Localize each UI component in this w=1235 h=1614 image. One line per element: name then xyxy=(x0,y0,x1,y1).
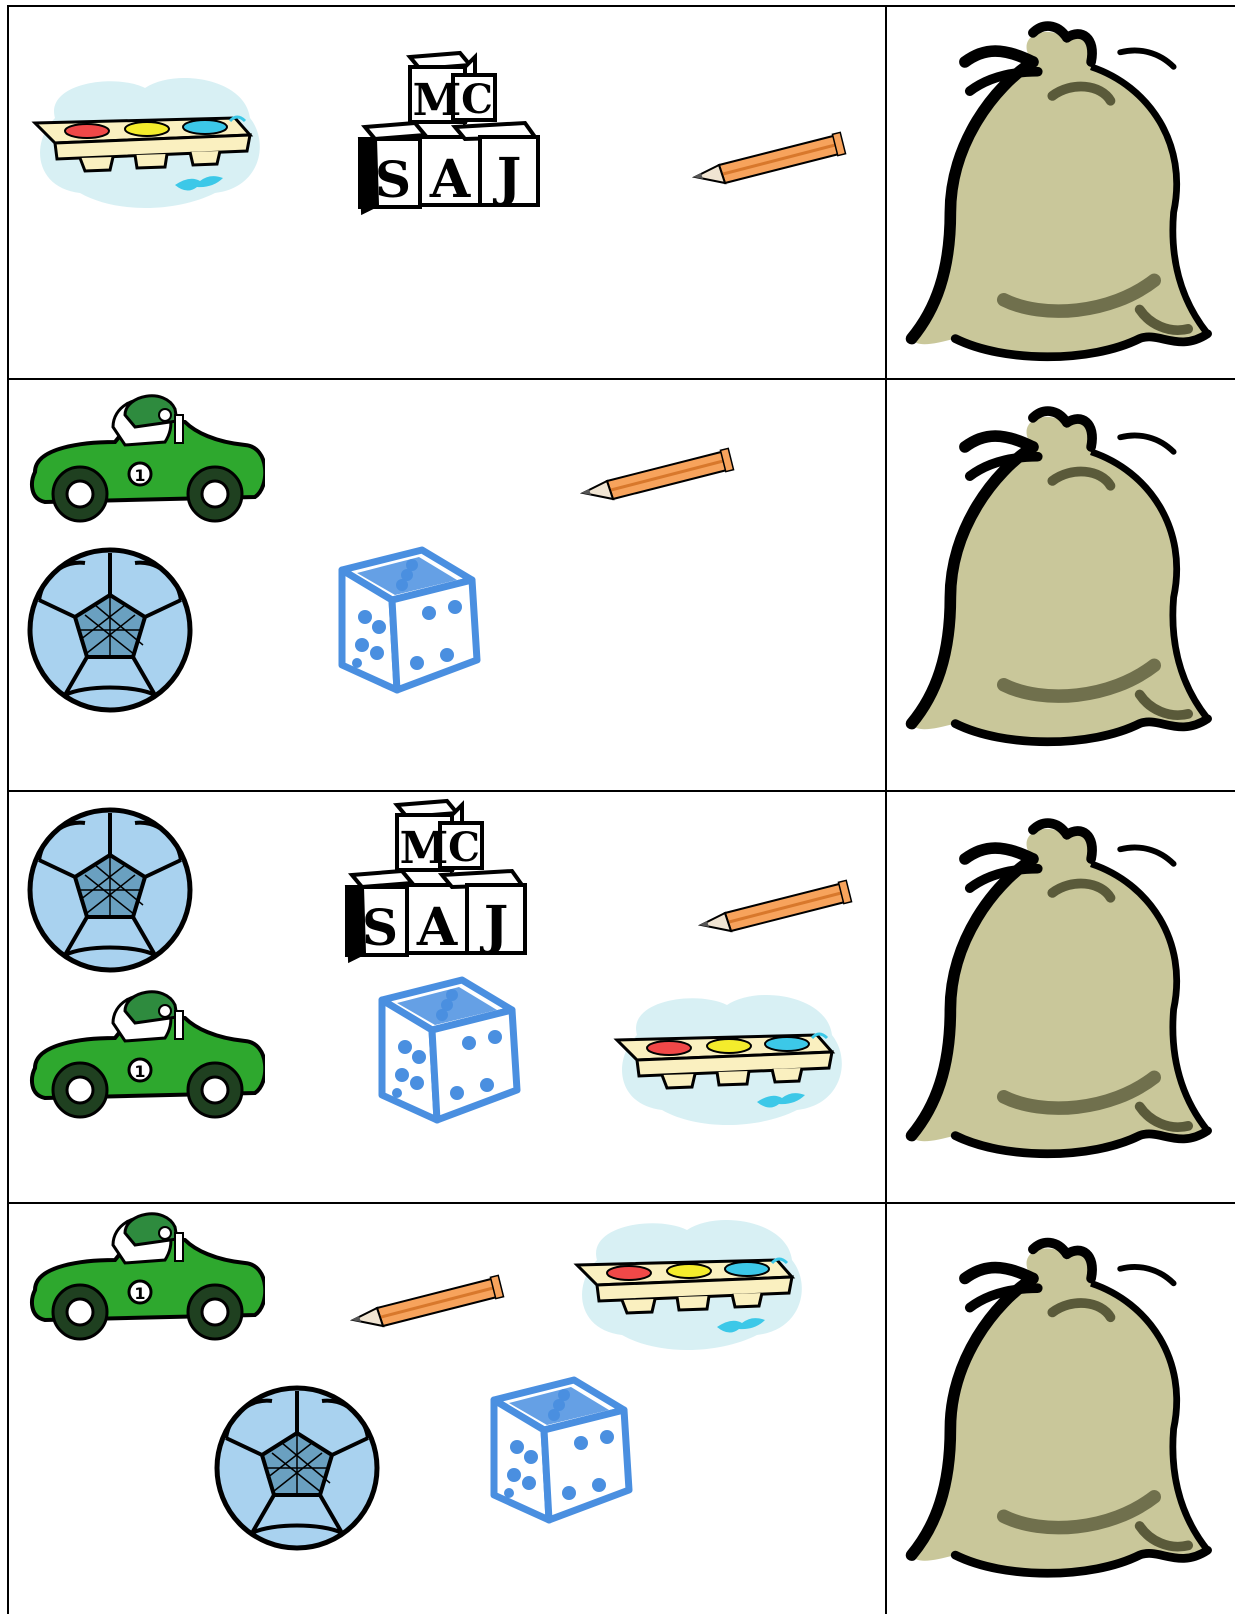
row-divider-1 xyxy=(7,378,1235,380)
paint-palette-icon xyxy=(607,980,847,1130)
soccer-ball-icon xyxy=(25,805,195,975)
border-left xyxy=(7,5,9,1614)
row-divider-3 xyxy=(7,1202,1235,1204)
race-car-icon xyxy=(25,1205,265,1345)
border-top xyxy=(7,5,1235,7)
race-car-icon xyxy=(25,983,265,1123)
row-divider-2 xyxy=(7,790,1235,792)
sack-icon xyxy=(897,800,1227,1180)
alphabet-blocks-icon xyxy=(342,795,532,965)
sack-icon xyxy=(897,388,1227,768)
worksheet xyxy=(7,5,1235,1614)
column-divider xyxy=(885,5,887,1614)
pencil-icon xyxy=(695,875,855,935)
pencil-icon xyxy=(347,1270,507,1330)
paint-palette-icon xyxy=(567,1205,807,1355)
alphabet-blocks-icon xyxy=(355,47,545,217)
dice-icon xyxy=(317,535,487,705)
paint-palette-icon xyxy=(25,63,265,213)
sack-icon xyxy=(897,13,1227,373)
dice-icon xyxy=(469,1365,639,1535)
dice-icon xyxy=(357,965,527,1135)
soccer-ball-icon xyxy=(25,545,195,715)
race-car-icon xyxy=(25,387,265,527)
pencil-icon xyxy=(577,443,737,503)
sack-icon xyxy=(897,1212,1227,1607)
soccer-ball-icon xyxy=(212,1383,382,1553)
pencil-icon xyxy=(689,127,849,187)
